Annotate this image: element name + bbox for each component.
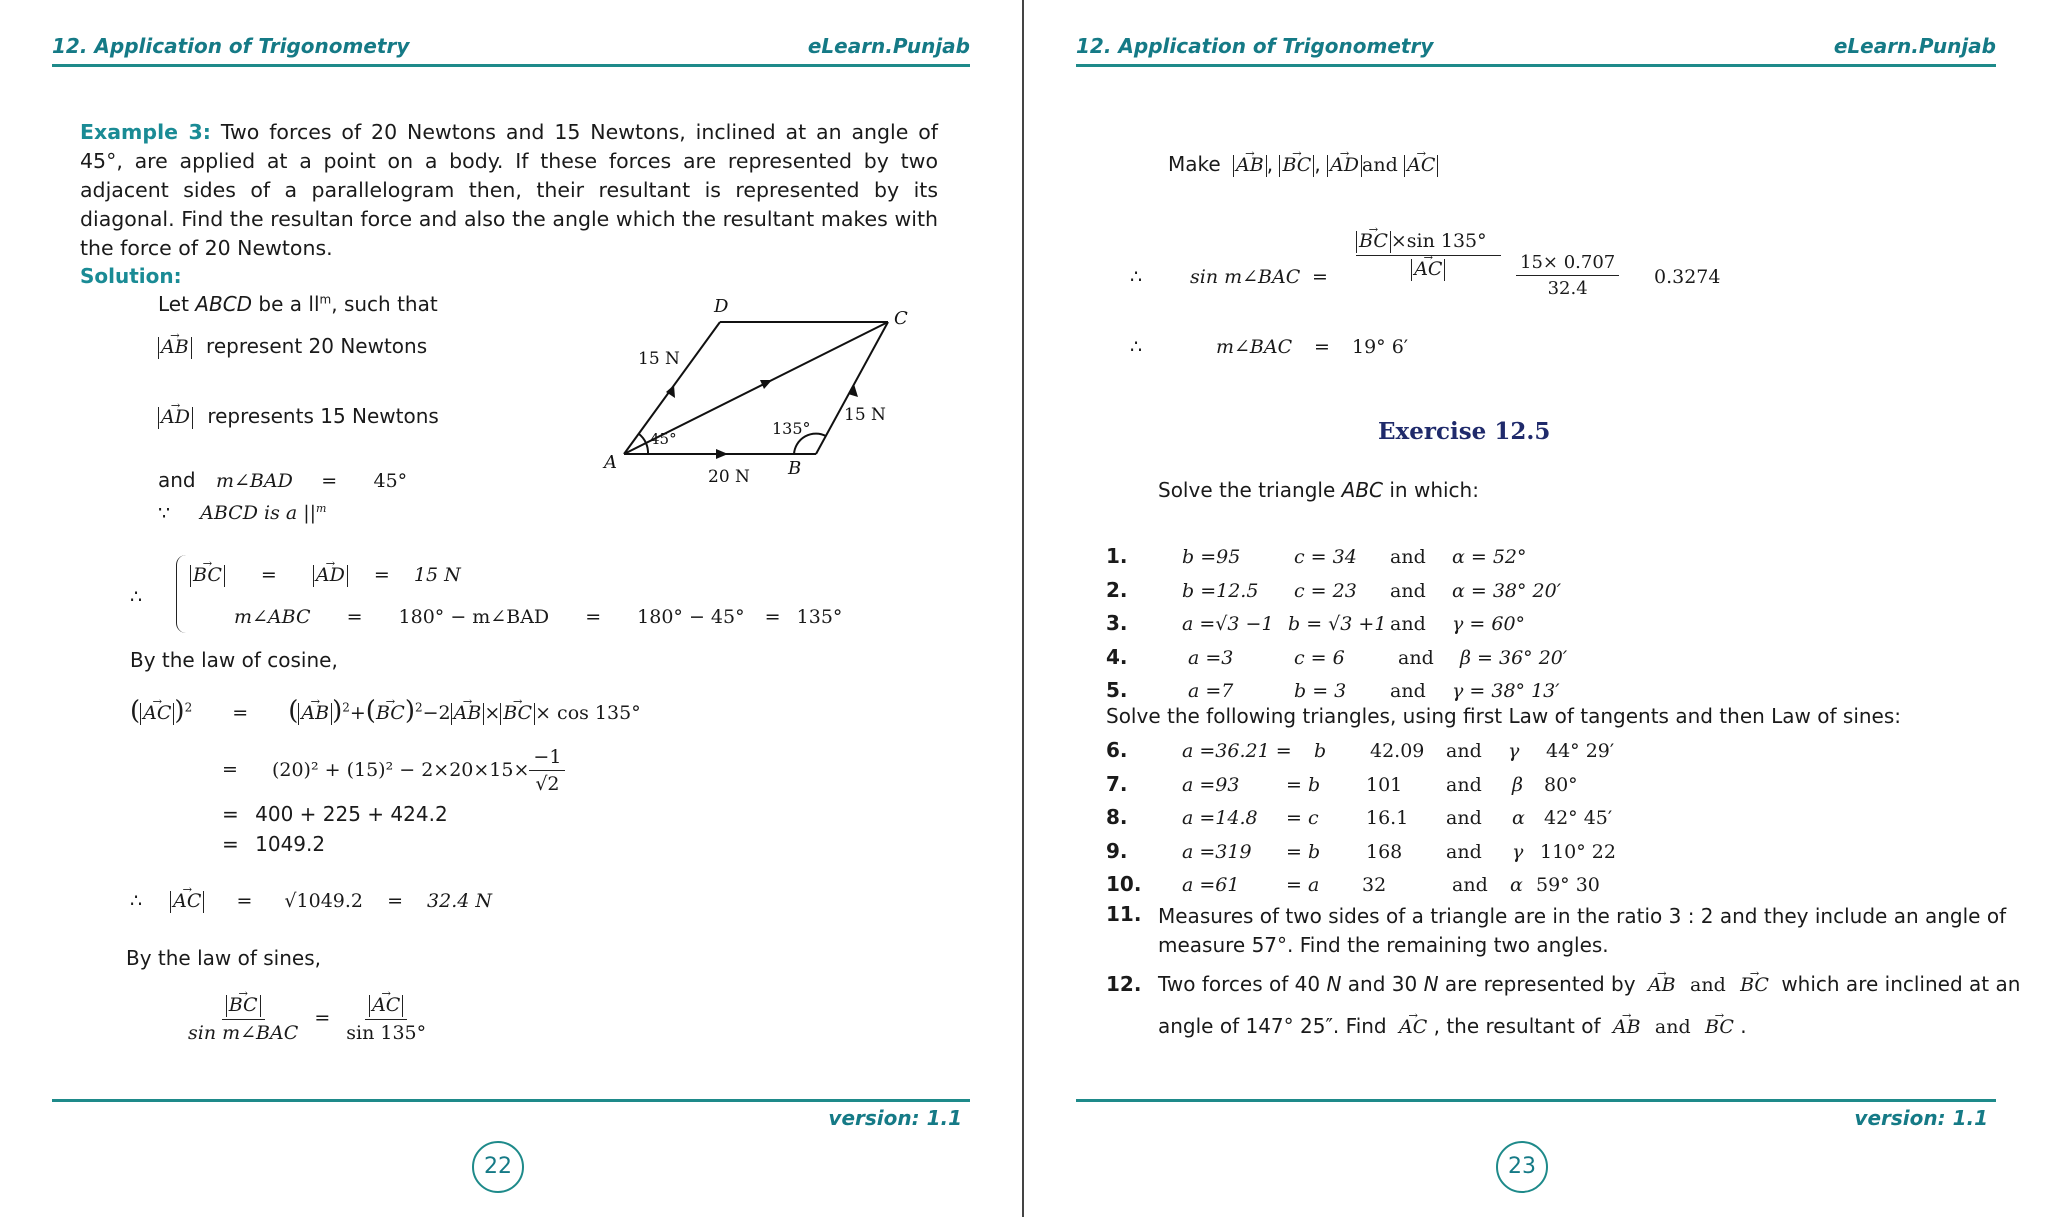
list-item-given-2: c = 6: [1294, 646, 1345, 669]
therefore-symbol: ∴: [130, 586, 143, 608]
label-45-deg: 45°: [650, 430, 677, 448]
list-item-angle-value: 80°: [1544, 773, 1578, 796]
list-item-number: 9.: [1106, 838, 1128, 863]
vertex-b: B: [788, 458, 802, 479]
list-item-given-1: b =12.5: [1182, 579, 1259, 602]
vertex-c: C: [894, 308, 908, 329]
list-item-angle-value: 44° 29′: [1546, 740, 1615, 762]
because-line: ∵ ABCD is a $||^m$: [158, 502, 327, 525]
list-item-number: 8.: [1106, 805, 1128, 830]
list-item-angle-value: 42° 45′: [1544, 807, 1613, 830]
list-item-and: and: [1390, 680, 1426, 703]
solution-label: Solution:: [80, 264, 182, 288]
right-page: 12. Application of Trigonometry eLearn.Punjab Make → AB , → BC , → AD and → AC ∴ sin m∠BAC = → BC ×sin 135° → AC $\frac{15\times 0.707}{32.4}$ 0.3274 ∴ m∠BAC = 19° 6′ Exercise 12.5 Solve the triangle ABC in which: Solve the following triangles, using first Law of tangents and then Law of sines: 11. Measures of two sides of a triangle are in the ratio 3 : 2 and they include an angle of measure 57°. Find the remaining two angles. 12. Two forces of 40 N and 30 N are represented by → AB and → BC which are inclined at an angle of 147° 25″. Find → AC , the resultant of → AB and → BC . version: 1.1 23 1. b =95 c = 34 and α = 52° 2. b =12.5 c = 23 and α = 38° 20′ 3. a =√3 −1 b = √3 +1 and γ = 60° 4. a =3 c = 6 and β = 36° 20′ 5. a =7 b = 3 and γ = 38° 13′ 6. a =36.21 = b 42.09 and γ 44° 29′ 7. a =93 = b 101 and β 80° 8. a =14.8 = c 16.1 and α 42° 45′ 9. a =319 = b 168 and γ 110° 22 10. a =61 = a 32 and α 59° 30: [1024, 0, 2048, 1217]
label-15n-right: 15 N: [844, 405, 886, 425]
label-15n-left: 15 N: [638, 349, 680, 369]
list-item-given-1: a =7: [1188, 680, 1234, 703]
list-item-given-3: α = 52°: [1452, 546, 1527, 568]
system-line-1: → BC = → AD = 15 N: [190, 564, 461, 587]
list-item-given-1: a =14.8: [1182, 807, 1258, 830]
item-11: 11.: [1106, 902, 1142, 926]
list-item-and: and: [1452, 874, 1488, 897]
page-footer: [52, 1099, 970, 1130]
list-item-and: and: [1446, 773, 1482, 796]
list-item-number: 2.: [1106, 577, 1128, 602]
list-item-and: and: [1398, 646, 1434, 669]
list-item-value-2: 42.09: [1370, 740, 1425, 762]
list-item-given-2: b = 3: [1294, 680, 1347, 703]
list-item-angle-symbol: γ: [1512, 840, 1524, 863]
list-item-given-2: c = 34: [1294, 546, 1357, 568]
list-item-number: 5.: [1106, 678, 1128, 703]
cosine-step-2: = (20)² + (15)² − 2×20×15× $\frac{-1}{√2}$: [222, 746, 565, 795]
page-header: [1076, 34, 1996, 67]
exercise-title: Exercise 12.5: [1378, 418, 1551, 445]
ac-result-line: ∴ → AC = √1049.2 = 32.4 N: [130, 890, 492, 913]
list-item-number: 1.: [1106, 544, 1128, 568]
sines-equation: → $\frac{BC}{\text{sin m∠BAC}}$ = → $\frac{AC}{\sin 135^\circ}$: [184, 994, 430, 1044]
list-item-angle-value: 59° 30: [1536, 874, 1600, 897]
system-brace: [176, 555, 191, 633]
list-item-given-2: = c: [1286, 807, 1319, 830]
cosine-step-3: = 400 + 225 + 424.2: [222, 802, 448, 826]
list-item-value-2: 101: [1366, 773, 1403, 796]
list-item-number: 3.: [1106, 611, 1128, 636]
list-item-given-2: = b: [1286, 773, 1321, 796]
system-line-2: m∠ABC = 180° − m∠BAD = 180° − 45° = 135°: [234, 606, 843, 628]
list-item-and: and: [1390, 579, 1426, 602]
example-label: Example 3:: [80, 120, 211, 144]
item-12-line-1: Two forces of 40 N and 30 N are represented by → AB and → BC which are inclined at an: [1158, 972, 2020, 996]
list-item-given-3: γ = 38° 13′: [1452, 680, 1560, 703]
list-item-given-2: b: [1314, 740, 1327, 762]
list-item-and: and: [1390, 613, 1426, 636]
list-item-angle-value: 110° 22: [1540, 840, 1616, 863]
make-line: Make → AB , → BC , → AD and → AC: [1168, 152, 1438, 177]
list-item-and: and: [1390, 546, 1426, 568]
list-item-and: and: [1446, 740, 1482, 762]
brand-name: eLearn.Punjab: [807, 34, 970, 58]
list-item-angle-symbol: γ: [1508, 740, 1520, 762]
label-135-deg: 135°: [772, 419, 811, 438]
page-header: [52, 34, 970, 67]
list-item-angle-symbol: β: [1512, 773, 1523, 796]
list-item-given-3: γ = 60°: [1452, 613, 1526, 636]
list-item-value-2: 32: [1362, 874, 1387, 897]
list-item-number: 10.: [1106, 872, 1142, 897]
vertex-d: D: [714, 296, 729, 317]
list-item-given-3: β = 36° 20′: [1460, 646, 1568, 669]
list-item-number: 4.: [1106, 644, 1128, 669]
list-item-given-1: a =61: [1182, 874, 1240, 897]
list-item-given-1: a =3: [1188, 646, 1234, 669]
law-of-sines-label: By the law of sines,: [126, 946, 321, 970]
and-angle-line: and m∠BAD = 45°: [158, 468, 408, 492]
item-12-line-2: angle of 147° 25″. Find → AC , the resultant of → AB and → BC .: [1158, 1014, 1747, 1038]
let-line: Let ABCD be a $ll^m$, such that: [158, 292, 438, 316]
version-label: version: 1.1: [1854, 1106, 1988, 1130]
list-item-given-1: a =93: [1182, 773, 1240, 796]
brand-name: eLearn.Punjab: [1833, 34, 1996, 58]
list-item-value-2: 168: [1366, 840, 1403, 863]
vector-ab: → AB: [161, 337, 189, 359]
list-item-angle-symbol: α: [1510, 874, 1523, 897]
angle-bac-result: ∴ m∠BAC = 19° 6′: [1130, 336, 1409, 358]
solve-intro: Solve the triangle ABC in which:: [1158, 478, 1479, 502]
ad-line: → AD represents 15 Newtons: [158, 404, 439, 429]
list-item-given-1: a =36.21 =: [1182, 740, 1292, 762]
list-item-given-3: α = 38° 20′: [1452, 579, 1562, 602]
vector-ad: → AD: [161, 407, 190, 429]
item-11-text: Measures of two sides of a triangle are in the ratio 3 : 2 and they include an angle of measure 57°. Find the remaining two angles.: [1158, 904, 2007, 957]
page-number: 23: [1496, 1141, 1548, 1193]
parallelogram-diagram: [596, 290, 936, 490]
list-item-given-2: c = 23: [1294, 579, 1357, 602]
chapter-title: 12. Application of Trigonometry: [52, 34, 410, 58]
list-item-given-2: = b: [1286, 840, 1321, 863]
cosine-equation: (→ AC )$^2$ = (→ AB )$^2$+(→ BC)$^2$−2→ AB ×→ BC × cos 135°: [130, 696, 641, 726]
list-item-given-2: = a: [1286, 874, 1320, 897]
list-item-number: 7.: [1106, 771, 1128, 796]
list-item-given-2: b = √3 +1: [1288, 613, 1387, 636]
list-item-value-2: 16.1: [1366, 807, 1409, 830]
page-footer: [1076, 1099, 1996, 1130]
list-item-given-1: b =95: [1182, 546, 1241, 568]
list-item-and: and: [1446, 807, 1482, 830]
list-item-given-1: a =319: [1182, 840, 1252, 863]
list-item-given-1: a =√3 −1: [1182, 613, 1274, 636]
version-label: version: 1.1: [828, 1106, 962, 1130]
item-12-number: 12.: [1106, 972, 1142, 996]
page-number: 22: [472, 1141, 524, 1193]
list-item-number: 6.: [1106, 738, 1128, 762]
solve-following-intro: Solve the following triangles, using first Law of tangents and then Law of sines:: [1106, 704, 1902, 728]
example-paragraph: [80, 118, 938, 263]
law-of-cosine-label: By the law of cosine,: [130, 648, 338, 672]
chapter-title: 12. Application of Trigonometry: [1076, 34, 1434, 58]
cosine-step-4: = 1049.2: [222, 832, 326, 856]
ab-line: → AB represent 20 Newtons: [158, 334, 427, 359]
list-item-angle-symbol: α: [1512, 807, 1525, 830]
list-item-and: and: [1446, 840, 1482, 863]
vertex-a: A: [604, 452, 617, 473]
arrow-ab: [716, 449, 728, 459]
example-text: Two forces of 20 Newtons and 15 Newtons, inclined at an angle of 45°, are applied at a point on a body. If these forces are represented by two adjacent sides of a parallelogram then, their resultant is represented by its diagonal. Find the resultan force and also the angle which the resultant makes with the force of 20 Newtons.: [80, 120, 938, 260]
label-20n: 20 N: [708, 467, 750, 487]
